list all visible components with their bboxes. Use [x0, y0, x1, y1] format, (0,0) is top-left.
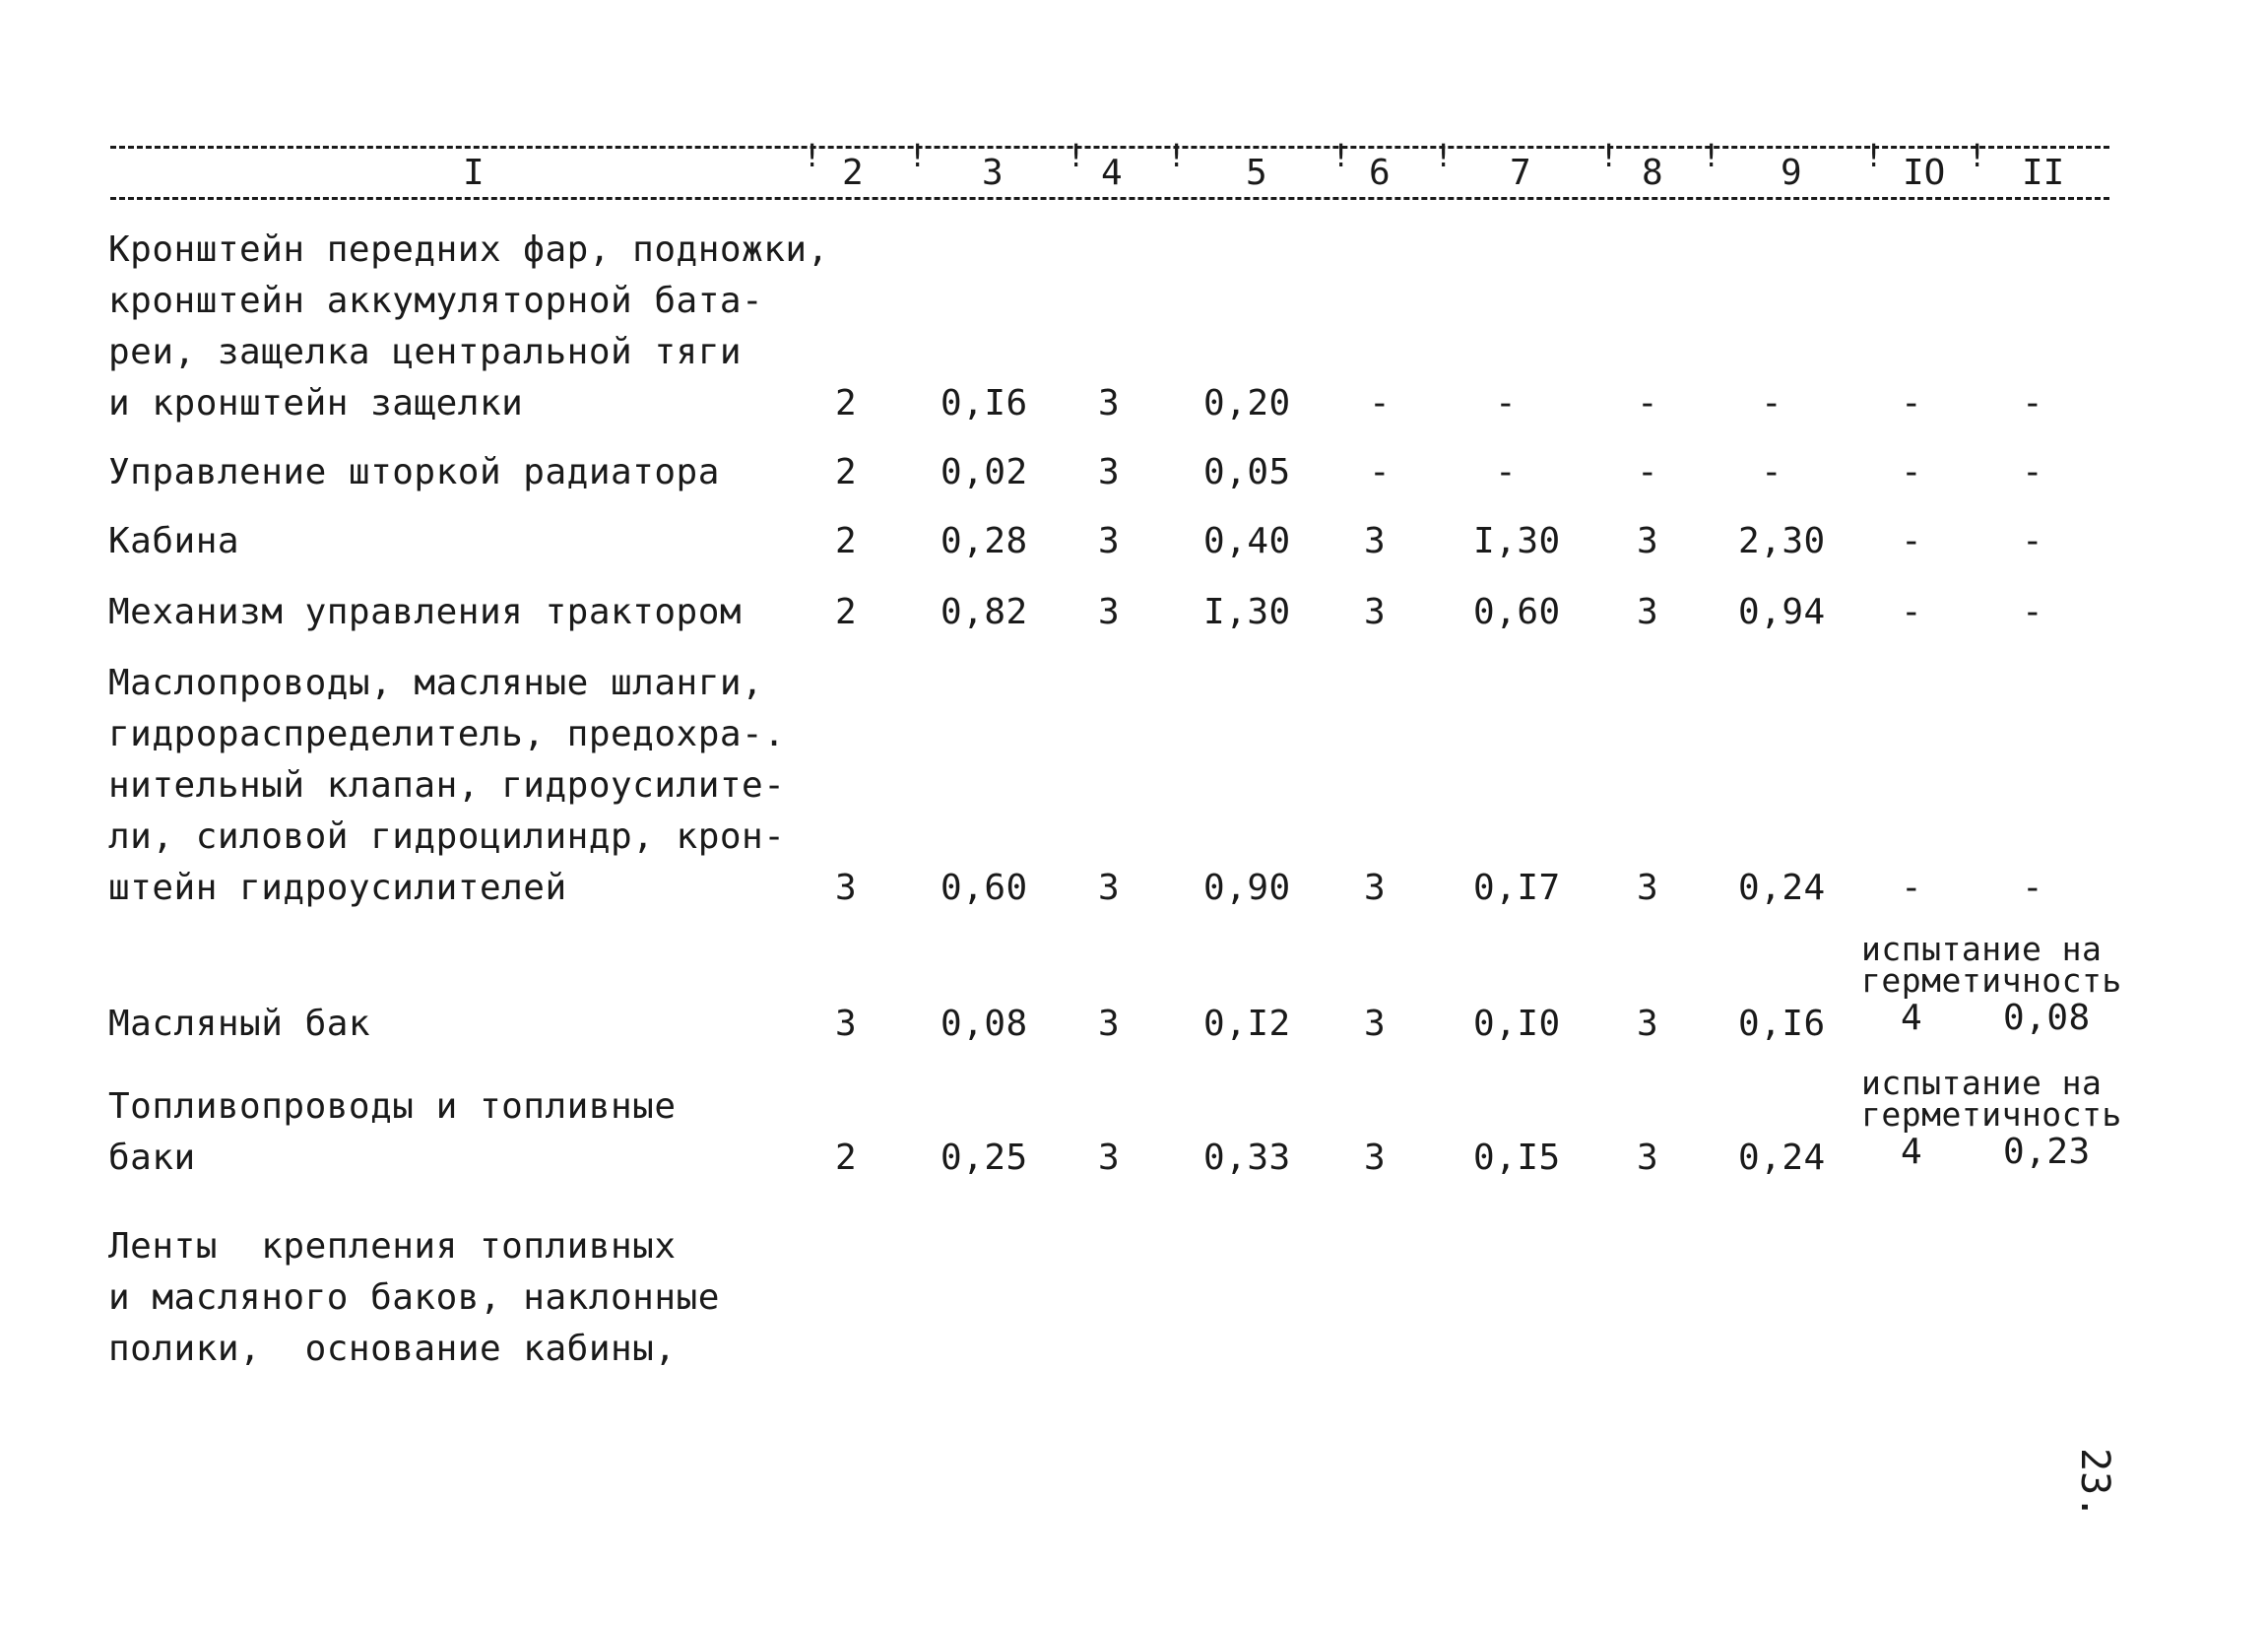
cell-col-9: -	[1761, 452, 1783, 492]
cell-col-11: -	[2022, 521, 2044, 561]
cell-col-2: 2	[835, 521, 858, 561]
col-header-11: II	[2022, 153, 2065, 193]
col-separator: !	[1864, 137, 1884, 174]
col-header-2: 2	[842, 153, 864, 193]
cell-col-6: -	[1369, 452, 1392, 492]
cell-col-8: -	[1637, 383, 1659, 423]
cell-col-2: 2	[835, 592, 858, 632]
cell-col-6: -	[1369, 383, 1392, 423]
cell-col-6: 3	[1364, 1004, 1387, 1044]
row-label-line: полики, основание кабины,	[108, 1329, 677, 1369]
cell-col-11: -	[2022, 592, 2044, 632]
cell-col-5: 0,40	[1203, 521, 1291, 561]
row-note-line: герметичность	[1861, 961, 2122, 1000]
col-separator: !	[1167, 137, 1187, 174]
cell-col-5: 0,33	[1203, 1138, 1291, 1178]
row-note-line: герметичность	[1861, 1095, 2122, 1134]
cell-col-7: I,30	[1473, 521, 1561, 561]
row-label-line: и масляного баков, наклонные	[108, 1277, 720, 1318]
col-separator: !	[908, 137, 928, 174]
cell-col-4: 3	[1098, 452, 1121, 492]
cell-col-5: 0,I2	[1203, 1004, 1291, 1044]
cell-col-7: -	[1495, 452, 1518, 492]
row-label-line: реи, защелка центральной тяги	[108, 332, 743, 372]
cell-col-8: 3	[1637, 1004, 1659, 1044]
cell-col-4: 3	[1098, 868, 1121, 908]
cell-col-8: 3	[1637, 521, 1659, 561]
cell-col-9: 0,94	[1738, 592, 1826, 632]
col-separator: !	[1331, 137, 1351, 174]
col-separator: !	[1434, 137, 1454, 174]
cell-col-2: 3	[835, 1004, 858, 1044]
row-label-line: Масляный бак	[108, 1004, 371, 1044]
cell-col-8: 3	[1637, 868, 1659, 908]
col-header-3: 3	[982, 153, 1004, 193]
row-label-line: Управление шторкой радиатора	[108, 452, 720, 492]
col-header-1: I	[463, 153, 485, 193]
cell-col-11: 0,23	[2003, 1132, 2091, 1172]
cell-col-3: 0,25	[940, 1138, 1028, 1178]
cell-col-7: -	[1495, 383, 1518, 423]
cell-col-2: 2	[835, 383, 858, 423]
col-header-5: 5	[1246, 153, 1267, 193]
cell-col-9: 2,30	[1738, 521, 1826, 561]
row-note-line: испытание на	[1861, 930, 2103, 968]
cell-col-11: 0,08	[2003, 998, 2091, 1038]
cell-col-6: 3	[1364, 1138, 1387, 1178]
cell-col-5: I,30	[1203, 592, 1291, 632]
row-label-line: и кронштейн защелки	[108, 383, 524, 423]
cell-col-4: 3	[1098, 1004, 1121, 1044]
row-label-line: Кронштейн передних фар, подножки,	[108, 229, 829, 270]
col-separator: !	[1968, 137, 1987, 174]
cell-col-6: 3	[1364, 521, 1387, 561]
cell-col-7: 0,I5	[1473, 1138, 1561, 1178]
col-separator: !	[1599, 137, 1619, 174]
cell-col-10: -	[1901, 452, 1923, 492]
row-label-line: ли, силовой гидроцилиндр, крон-	[108, 816, 786, 857]
cell-col-3: 0,I6	[940, 383, 1028, 423]
row-label-line: нительный клапан, гидроусилите-	[108, 765, 786, 806]
cell-col-9: 0,24	[1738, 868, 1826, 908]
cell-col-10: -	[1901, 592, 1923, 632]
row-note-line: испытание на	[1861, 1064, 2103, 1102]
cell-col-5: 0,05	[1203, 452, 1291, 492]
row-label-line: Топливопроводы и топливные	[108, 1086, 677, 1127]
cell-col-4: 3	[1098, 521, 1121, 561]
cell-col-4: 3	[1098, 592, 1121, 632]
cell-col-5: 0,90	[1203, 868, 1291, 908]
col-header-10: IO	[1903, 153, 1946, 193]
row-label-line: кронштейн аккумуляторной бата-	[108, 281, 764, 321]
cell-col-8: 3	[1637, 592, 1659, 632]
col-separator: !	[1067, 137, 1086, 174]
col-header-6: 6	[1369, 153, 1391, 193]
row-label-line: гидрораспределитель, предохра-.	[108, 714, 786, 754]
cell-col-4: 3	[1098, 383, 1121, 423]
cell-col-4: 3	[1098, 1138, 1121, 1178]
row-label-line: Ленты крепления топливных	[108, 1226, 677, 1267]
cell-col-3: 0,08	[940, 1004, 1028, 1044]
col-header-4: 4	[1101, 153, 1123, 193]
row-label-line: Кабина	[108, 521, 240, 561]
cell-col-9: -	[1761, 383, 1783, 423]
cell-col-10: -	[1901, 521, 1923, 561]
cell-col-10: -	[1901, 868, 1923, 908]
cell-col-8: -	[1637, 452, 1659, 492]
cell-col-6: 3	[1364, 592, 1387, 632]
cell-col-7: 0,I0	[1473, 1004, 1561, 1044]
cell-col-3: 0,82	[940, 592, 1028, 632]
cell-col-8: 3	[1637, 1138, 1659, 1178]
cell-col-10: 4	[1901, 1132, 1923, 1172]
cell-col-11: -	[2022, 452, 2044, 492]
cell-col-3: 0,28	[940, 521, 1028, 561]
cell-col-10: -	[1901, 383, 1923, 423]
cell-col-2: 2	[835, 1138, 858, 1178]
row-label-line: штейн гидроусилителей	[108, 868, 567, 908]
cell-col-2: 2	[835, 452, 858, 492]
cell-col-10: 4	[1901, 998, 1923, 1038]
cell-col-7: 0,I7	[1473, 868, 1561, 908]
page-number: 23.	[2072, 1448, 2117, 1520]
cell-col-6: 3	[1364, 868, 1387, 908]
row-label-line: Механизм управления трактором	[108, 592, 743, 632]
cell-col-9: 0,24	[1738, 1138, 1826, 1178]
cell-col-5: 0,20	[1203, 383, 1291, 423]
row-label-line: Маслопроводы, масляные шланги,	[108, 663, 764, 703]
cell-col-7: 0,60	[1473, 592, 1561, 632]
col-header-7: 7	[1510, 153, 1531, 193]
cell-col-11: -	[2022, 383, 2044, 423]
cell-col-2: 3	[835, 868, 858, 908]
col-separator: !	[803, 137, 822, 174]
cell-col-3: 0,02	[940, 452, 1028, 492]
cell-col-11: -	[2022, 868, 2044, 908]
col-header-9: 9	[1781, 153, 1802, 193]
col-header-8: 8	[1642, 153, 1663, 193]
cell-col-9: 0,I6	[1738, 1004, 1826, 1044]
col-separator: !	[1702, 137, 1721, 174]
cell-col-3: 0,60	[940, 868, 1028, 908]
row-label-line: баки	[108, 1138, 196, 1178]
